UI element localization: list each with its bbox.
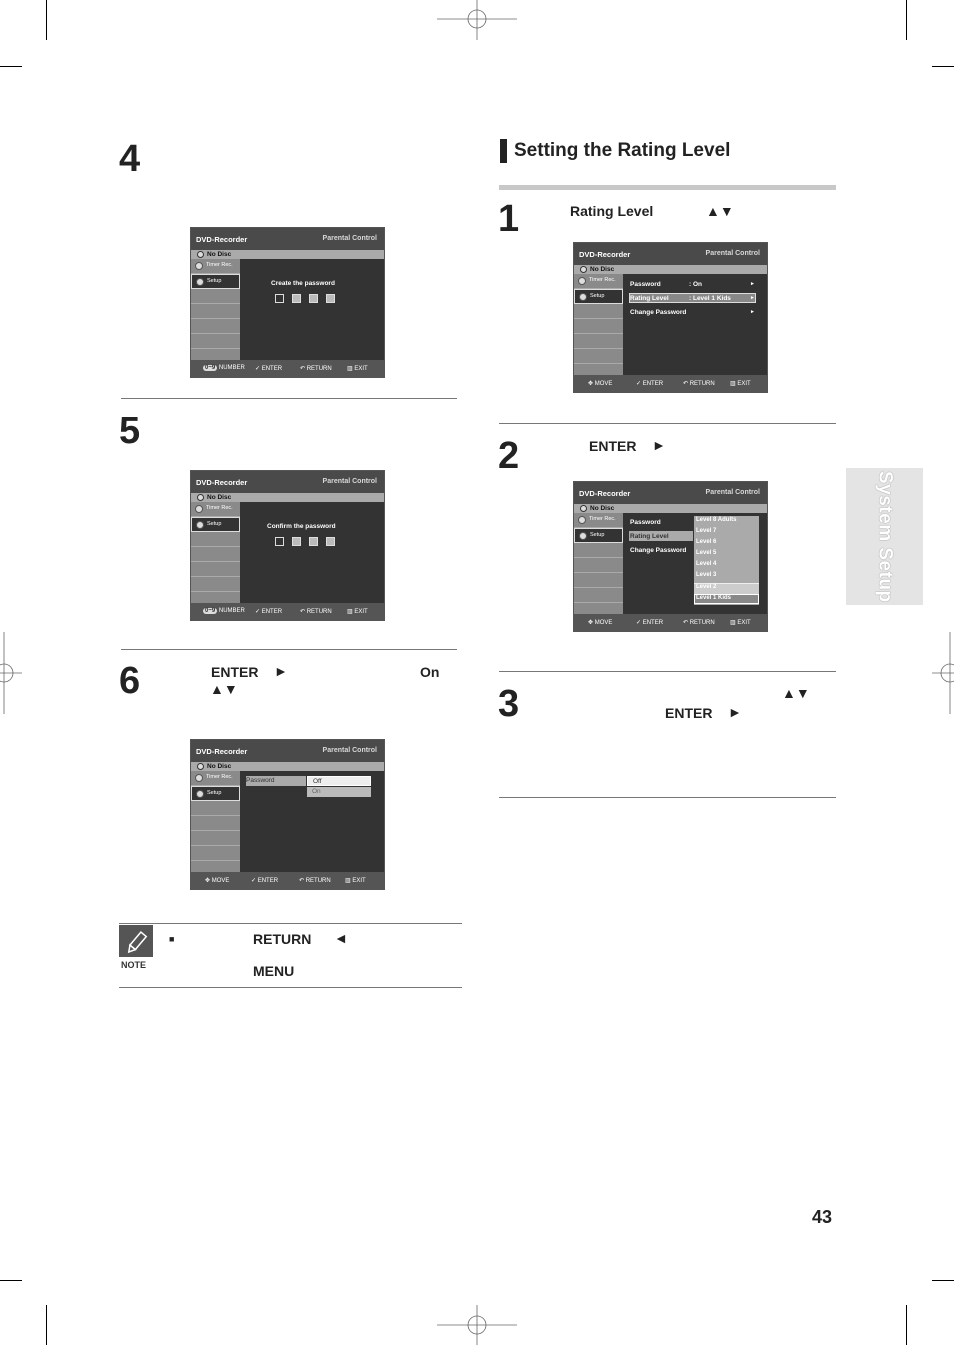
osd-main-panel: [240, 259, 384, 360]
section-title-rule: [499, 185, 836, 190]
menu-password: Password: [630, 281, 661, 288]
option-on: On: [307, 787, 371, 797]
section-title-bar: [500, 139, 507, 163]
step-number: 6: [119, 660, 141, 702]
step6-on: On: [420, 664, 440, 680]
divider: [499, 797, 836, 798]
enter-hint: ✓ ENTER: [636, 381, 664, 387]
step6-updown-arrows: ▲▼: [210, 681, 238, 697]
note-label: NOTE: [121, 960, 147, 970]
create-password-label: Create the password: [271, 280, 335, 287]
level-item: Level 5: [696, 550, 717, 556]
submenu-arrow-icon: ►: [750, 281, 755, 287]
level-item: Level 8 Adults: [696, 517, 737, 523]
step2-enter: ENTER: [589, 438, 637, 454]
gear-icon: [196, 790, 204, 798]
note-menu: MENU: [253, 963, 295, 979]
note-pencil-icon: [119, 925, 153, 957]
osd-subtitle: Parental Control: [322, 747, 377, 754]
confirm-password-label: Confirm the password: [267, 523, 336, 530]
exit-hint: ▥ EXIT: [347, 366, 368, 372]
menu-password-value: : On: [689, 281, 702, 288]
gear-icon: [579, 293, 587, 301]
level-item: Level 7: [696, 528, 717, 534]
divider: [119, 923, 462, 924]
osd-title: DVD-Recorder: [579, 489, 631, 498]
sidebar-item-timer: Timer Rec.: [574, 274, 623, 289]
menu-rating-value: : Level 1 Kids: [689, 295, 731, 302]
note-left-arrow: ◄: [334, 930, 348, 946]
registration-mark: [437, 0, 517, 40]
password-digit-box: [309, 294, 318, 303]
section-title: Setting the Rating Level: [514, 140, 731, 161]
sidebar-item-timer: Timer Rec.: [191, 502, 240, 517]
side-tab-label: System Setup: [874, 470, 896, 603]
clock-icon: [195, 774, 203, 782]
step1-updown-arrows: ▲▼: [706, 203, 734, 219]
osd-subtitle: Parental Control: [322, 478, 377, 485]
crop-mark: [46, 1305, 47, 1345]
level-item: Level 3: [696, 572, 717, 578]
sidebar-item-setup: Setup: [574, 289, 623, 304]
disc-icon: [580, 266, 587, 273]
step-number: 1: [498, 198, 520, 240]
step3-updown-arrows: ▲▼: [782, 685, 810, 701]
disc-icon: [197, 763, 204, 770]
exit-hint: ▥ EXIT: [730, 620, 751, 626]
password-row: Password: [246, 776, 306, 786]
crop-mark: [906, 1305, 907, 1345]
menu-rating-level: Rating Level: [630, 533, 669, 540]
note-return: RETURN: [253, 931, 312, 947]
osd-title: DVD-Recorder: [196, 747, 248, 756]
enter-hint: ✓ ENTER: [636, 620, 664, 626]
osd-screen-rating-menu: DVD-Recorder Parental Control No Disc Timer Rec. Setup Password : On ► Rating Level : Level 1 Kids ► Change Password ► ✥ MOVE ✓ ENTER ↶ RETURN ▥ EXIT: [573, 242, 768, 393]
osd-title: DVD-Recorder: [196, 478, 248, 487]
divider: [121, 649, 457, 650]
move-hint: ✥ MOVE: [588, 620, 613, 626]
return-hint: ↶ RETURN: [300, 366, 332, 372]
level-item-selected: Level 1 Kids: [696, 595, 732, 601]
osd-screen-confirm-password: DVD-Recorder Parental Control No Disc Timer Rec. Setup Confirm the password 0~9 NUMBER ✓ ENTER ↶ RETURN ▥ EXIT: [190, 470, 385, 621]
password-digit-box: [326, 537, 335, 546]
osd-footer: 0~9 NUMBER ✓ ENTER ↶ RETURN ▥ EXIT: [191, 360, 384, 377]
password-digit-box: [292, 537, 301, 546]
osd-sidebar: [191, 259, 240, 360]
number-key-icon: 0~9: [205, 608, 216, 614]
return-hint: ↶ RETURN: [299, 878, 331, 884]
gear-icon: [196, 521, 204, 529]
step-number: 5: [119, 410, 141, 452]
osd-title: DVD-Recorder: [579, 250, 631, 259]
return-hint: ↶ RETURN: [683, 620, 715, 626]
crop-mark: [932, 1280, 954, 1281]
step1-rating-level: Rating Level: [570, 203, 654, 219]
exit-hint: ▥ EXIT: [345, 878, 366, 884]
clock-icon: [195, 262, 203, 270]
menu-rating-level: Rating Level: [630, 295, 669, 302]
note-bullet: ■: [169, 934, 175, 944]
step3-right-arrow: ►: [728, 704, 742, 720]
enter-hint: ✓ ENTER: [255, 366, 283, 372]
sidebar-item-timer: Timer Rec.: [191, 771, 240, 786]
clock-icon: [578, 277, 586, 285]
page-number: 43: [812, 1207, 833, 1227]
osd-screen-password-onoff: DVD-Recorder Parental Control No Disc Timer Rec. Setup Password Off On ✥ MOVE ✓ ENTER ↶ RETURN ▥ EXIT: [190, 739, 385, 890]
disc-icon: [580, 505, 587, 512]
sidebar-item-timer: Timer Rec.: [191, 259, 240, 274]
submenu-arrow-icon: ►: [750, 309, 755, 315]
password-digit-box: [275, 294, 284, 303]
divider: [499, 671, 836, 672]
crop-mark: [46, 0, 47, 40]
enter-hint: ✓ ENTER: [255, 609, 283, 615]
level-item: Level 6: [696, 539, 717, 545]
password-digit-box: [326, 294, 335, 303]
gear-icon: [196, 278, 204, 286]
step3-enter: ENTER: [665, 705, 713, 721]
step2-right-arrow: ►: [652, 437, 666, 453]
osd-disc-status: No Disc: [191, 250, 384, 259]
sidebar-item-setup: Setup: [574, 528, 623, 543]
osd-title: DVD-Recorder: [196, 235, 248, 244]
osd-subtitle: Parental Control: [705, 489, 760, 496]
osd-subtitle: Parental Control: [322, 235, 377, 242]
step-number: 4: [119, 138, 141, 180]
osd-screen-rating-list: DVD-Recorder Parental Control No Disc Timer Rec. Setup Password Rating Level Change Password Level 8 Adults Level 7 Level 6 Level 5 Level 4 Level 3 Level 2 Level 1 Kids ✥ MOVE ✓ ENTER ↶ RETURN ▥ EXIT: [573, 481, 768, 632]
sidebar-item-setup: Setup: [191, 786, 240, 801]
step6-right-arrow: ►: [274, 663, 288, 679]
divider: [119, 987, 462, 988]
option-off: Off: [307, 776, 371, 786]
exit-hint: ▥ EXIT: [730, 381, 751, 387]
clock-icon: [578, 516, 586, 524]
password-digit-box: [275, 537, 284, 546]
step6-enter: ENTER: [211, 664, 259, 680]
password-digit-box: [292, 294, 301, 303]
menu-change-password: Change Password: [630, 309, 687, 316]
osd-subtitle: Parental Control: [705, 250, 760, 257]
exit-hint: ▥ EXIT: [347, 609, 368, 615]
disc-icon: [197, 494, 204, 501]
clock-icon: [195, 505, 203, 513]
crop-mark: [0, 1280, 22, 1281]
registration-mark: [0, 632, 22, 714]
number-key-icon: 0~9: [205, 365, 216, 371]
enter-hint: ✓ ENTER: [251, 878, 279, 884]
registration-mark: [437, 1305, 517, 1345]
menu-password: Password: [630, 519, 661, 526]
move-hint: ✥ MOVE: [205, 878, 230, 884]
osd-screen-create-password: [190, 227, 385, 378]
osd-header: [191, 228, 384, 250]
divider: [121, 398, 457, 399]
registration-mark: [932, 632, 954, 714]
disc-icon: [197, 251, 204, 258]
level-item: Level 2: [696, 584, 717, 590]
rating-level-list: [694, 516, 759, 605]
crop-mark: [906, 0, 907, 40]
step-number: 2: [498, 435, 520, 477]
return-hint: ↶ RETURN: [683, 381, 715, 387]
divider: [499, 423, 836, 424]
step-number: 3: [498, 683, 520, 725]
sidebar-item-timer: Timer Rec.: [574, 513, 623, 528]
return-hint: ↶ RETURN: [300, 609, 332, 615]
sidebar-item-setup: Setup: [191, 517, 240, 532]
crop-mark: [932, 66, 954, 67]
crop-mark: [0, 66, 22, 67]
gear-icon: [579, 532, 587, 540]
submenu-arrow-icon: ►: [750, 295, 755, 301]
password-digit-box: [309, 537, 318, 546]
move-hint: ✥ MOVE: [588, 381, 613, 387]
sidebar-item-setup: Setup: [191, 274, 240, 289]
menu-change-password: Change Password: [630, 547, 687, 554]
level-item: Level 4: [696, 561, 717, 567]
